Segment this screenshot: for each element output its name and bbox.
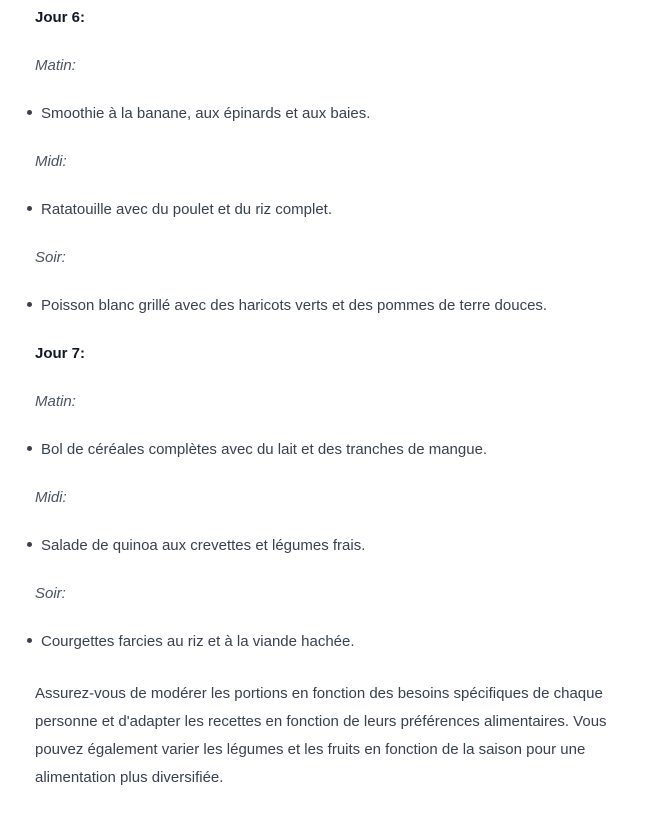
day-heading: Jour 6:	[35, 9, 86, 26]
day-heading: Jour 7:	[35, 345, 86, 362]
meal-item: Poisson blanc grillé avec des haricots verts et des pommes de terre douces.	[41, 297, 548, 314]
meal-label-noon: Midi:	[35, 153, 67, 170]
meal-label-noon: Midi:	[35, 489, 67, 506]
bullet-point	[27, 110, 32, 115]
meal-item: Ratatouille avec du poulet et du riz complet.	[41, 201, 332, 218]
meal-label-evening: Soir:	[35, 249, 66, 266]
bullet-point	[27, 542, 32, 547]
bullet-point	[27, 206, 32, 211]
meal-item: Bol de céréales complètes avec du lait et des tranches de mangue.	[41, 441, 488, 458]
meal-label-morning: Matin:	[35, 393, 76, 410]
meal-label-evening: Soir:	[35, 585, 66, 602]
closing-paragraph: Assurez-vous de modérer les portions en fonction des besoins spécifiques de chaque personne et d'adapter les recettes en fonction de leurs préférences alimentaires. Vous pouvez également varier les légumes et les fruits en fonction de la saison pour une alimentation plus diversifiée.	[35, 685, 607, 786]
bullet-point	[27, 302, 32, 307]
bullet-point	[27, 638, 32, 643]
bullet-point	[27, 446, 32, 451]
meal-item: Salade de quinoa aux crevettes et légumes frais.	[41, 537, 366, 554]
meal-item: Smoothie à la banane, aux épinards et aux baies.	[41, 105, 371, 122]
meal-label-morning: Matin:	[35, 57, 76, 74]
meal-item: Courgettes farcies au riz et à la viande hachée.	[41, 633, 355, 650]
